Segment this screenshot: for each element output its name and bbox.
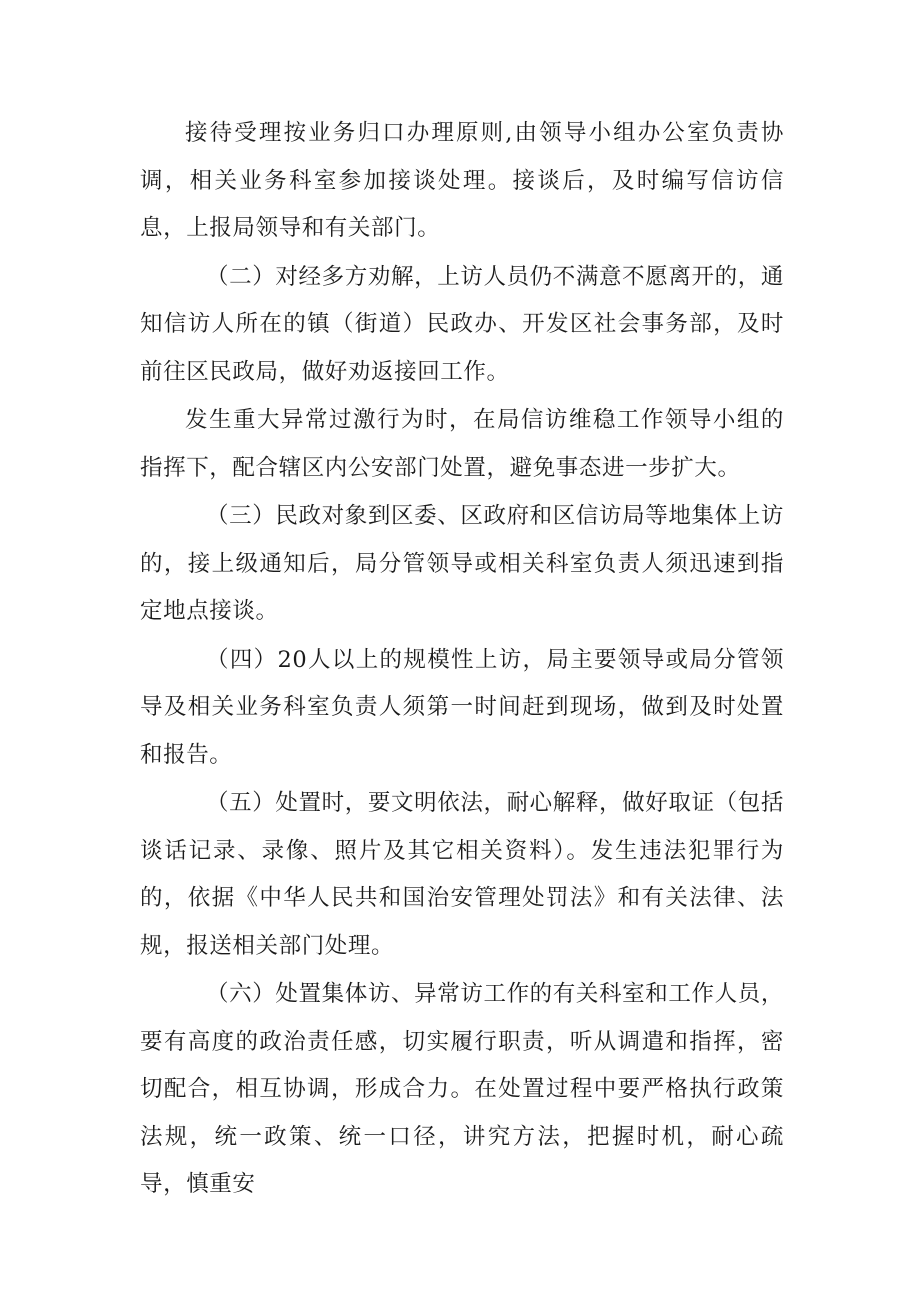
paragraph-reception-principle: 接待受理按业务归口办理原则,由领导小组办公室负责协调，相关业务科室参加接谈处理。接谈后，及时编写信访信息，上报局领导和有关部门。 (140, 120, 784, 241)
paragraph-item-5: （五）处置时，要文明依法，耐心解释，做好取证（包括谈话记录、录像、照片及其它相关资料）。发生违法犯罪行为的，依据《中华人民共和国治安管理处罚法》和有关法律、法规，报送相关部门处理。 (140, 790, 784, 959)
paragraph-major-incident: 发生重大异常过激行为时，在局信访维稳工作领导小组的指挥下，配合辖区内公安部门处置，避免事态进一步扩大。 (140, 407, 784, 481)
paragraph-item-6: （六）处置集体访、异常访工作的有关科室和工作人员，要有高度的政治责任感，切实履行职责，听从调遣和指挥，密切配合，相互协调，形成合力。在处置过程中要严格执行政策法规，统一政策、统一口径，讲究方法，把握时机，耐心疏导，慎重安 (140, 981, 784, 1197)
paragraph-item-3: （三）民政对象到区委、区政府和区信访局等地集体上访的，接上级通知后，局分管领导或相关科室负责人须迅速到指定地点接谈。 (140, 503, 784, 624)
paragraph-item-2: （二）对经多方劝解，上访人员仍不满意不愿离开的，通知信访人所在的镇（街道）民政办、开发区社会事务部，及时前往区民政局，做好劝返接回工作。 (140, 263, 784, 385)
paragraph-item-4: （四）20人以上的规模性上访，局主要领导或局分管领导及相关业务科室负责人须第一时间赶到现场，做到及时处置和报告。 (140, 646, 784, 768)
document-body (140, 110, 784, 1209)
